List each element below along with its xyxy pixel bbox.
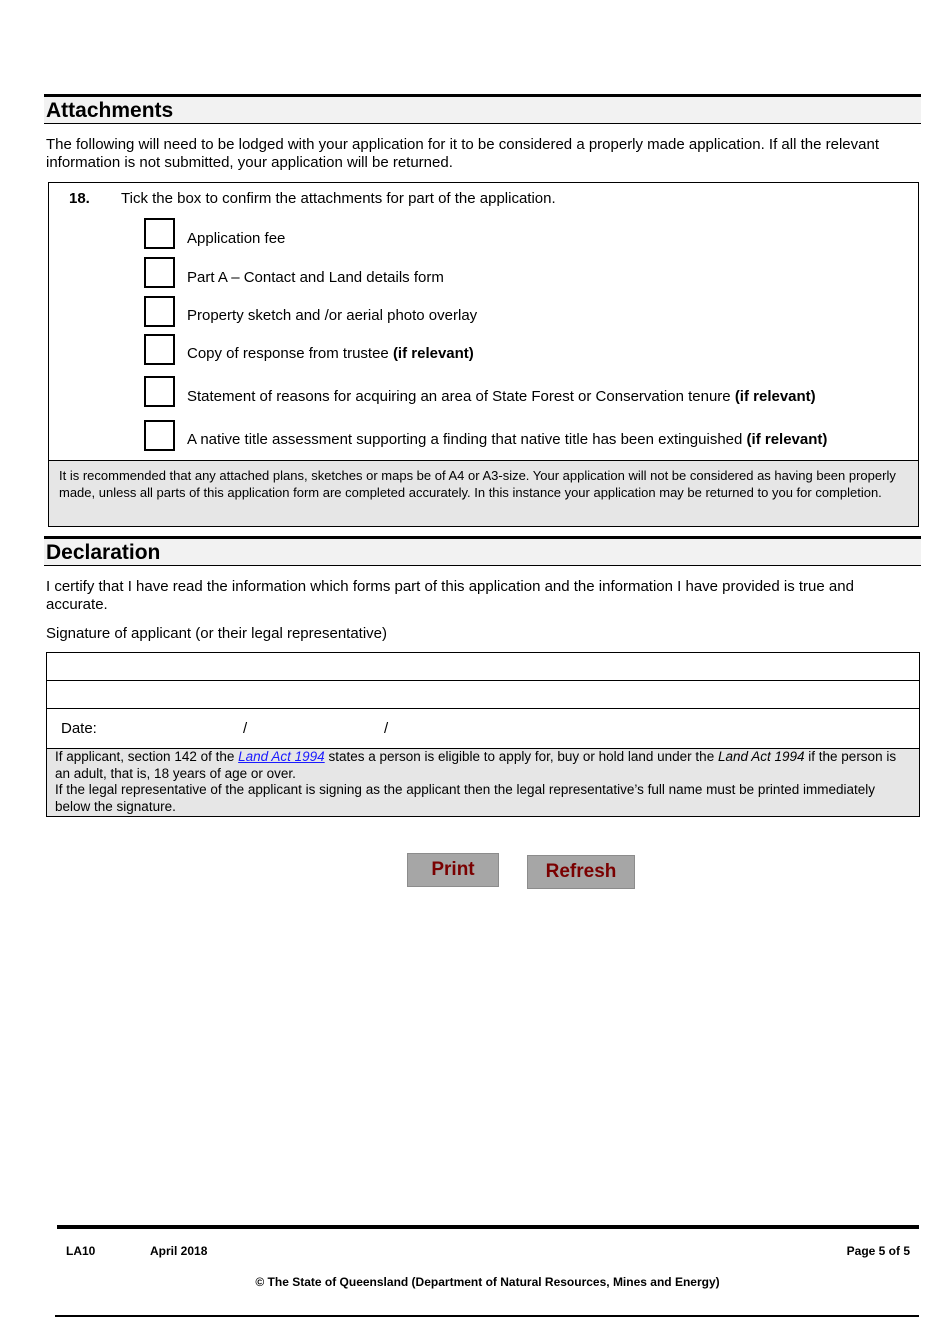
declaration-heading-bar: [44, 536, 921, 566]
question-number: 18.: [69, 190, 90, 207]
date-separator: /: [384, 720, 389, 737]
attachments-question-box: [48, 182, 919, 527]
question-text: Tick the box to confirm the attachments for part of the application.: [121, 190, 556, 207]
signature-field[interactable]: [47, 653, 919, 681]
checkbox-application-fee[interactable]: [144, 218, 175, 249]
signature-table: [46, 652, 920, 817]
land-act-link[interactable]: Land Act 1994: [238, 749, 325, 764]
date-month-field[interactable]: [255, 715, 380, 741]
form-code: LA10: [66, 1244, 96, 1258]
print-button[interactable]: Print: [407, 853, 499, 887]
attachments-note: It is recommended that any attached plans, sketches or maps be of A4 or A3-size. Your application will not be considered as having been properly made, unless all parts of this application form are completed accurately. In this instance your application may be returned to you for completion.: [49, 460, 918, 526]
date-day-field[interactable]: [107, 715, 237, 741]
checkbox-label: Application fee: [187, 230, 286, 247]
checkbox-label: Statement of reasons for acquiring an area of State Forest or Conservation tenure (if relevant): [187, 388, 816, 405]
checkbox-label: A native title assessment supporting a finding that native title has been extinguished (if relevant): [187, 431, 828, 448]
date-year-field[interactable]: [397, 715, 557, 741]
date-label: Date:: [61, 720, 97, 737]
footer-bottom-rule: [55, 1315, 919, 1317]
checkbox-label: Part A – Contact and Land details form: [187, 269, 444, 286]
checkbox-trustee-response[interactable]: [144, 334, 175, 365]
date-separator: /: [243, 720, 248, 737]
checkbox-part-a-form[interactable]: [144, 257, 175, 288]
attachments-heading: Attachments: [46, 99, 174, 122]
declaration-text: I certify that I have read the information which forms part of this application and the information I have provided is true and accurate.: [46, 578, 854, 613]
copyright: © The State of Queensland (Department of Natural Resources, Mines and Energy): [255, 1275, 720, 1289]
checkbox-label: Property sketch and /or aerial photo overlay: [187, 307, 478, 324]
checkbox-label: Copy of response from trustee (if relevant): [187, 345, 474, 362]
footer-top-rule: [57, 1225, 919, 1229]
page-number: Page 5 of 5: [846, 1244, 910, 1258]
refresh-button[interactable]: Refresh: [527, 855, 635, 889]
date-row: [47, 709, 919, 749]
checkbox-property-sketch[interactable]: [144, 296, 175, 327]
declaration-heading: Declaration: [46, 541, 161, 564]
checkbox-statement-of-reasons[interactable]: [144, 376, 175, 407]
signature-label: Signature of applicant (or their legal representative): [46, 625, 388, 642]
checkbox-native-title[interactable]: [144, 420, 175, 451]
attachments-heading-bar: [44, 94, 921, 124]
declaration-note: If applicant, section 142 of the Land Act 1994 states a person is eligible to apply for, buy or hold land under the Land Act 1994 if the person is an adult, that is, 18 years of age or over. If the legal representative of the applicant is signing as the applicant then the legal representative’s full name must be printed immediately below the signature.: [47, 749, 919, 816]
form-date: April 2018: [150, 1244, 208, 1258]
attachments-intro: The following will need to be lodged with your application for it to be considered a properly made application. If all the relevant information is not submitted, your application will be returned.: [46, 136, 879, 171]
signature-field-2[interactable]: [47, 681, 919, 709]
